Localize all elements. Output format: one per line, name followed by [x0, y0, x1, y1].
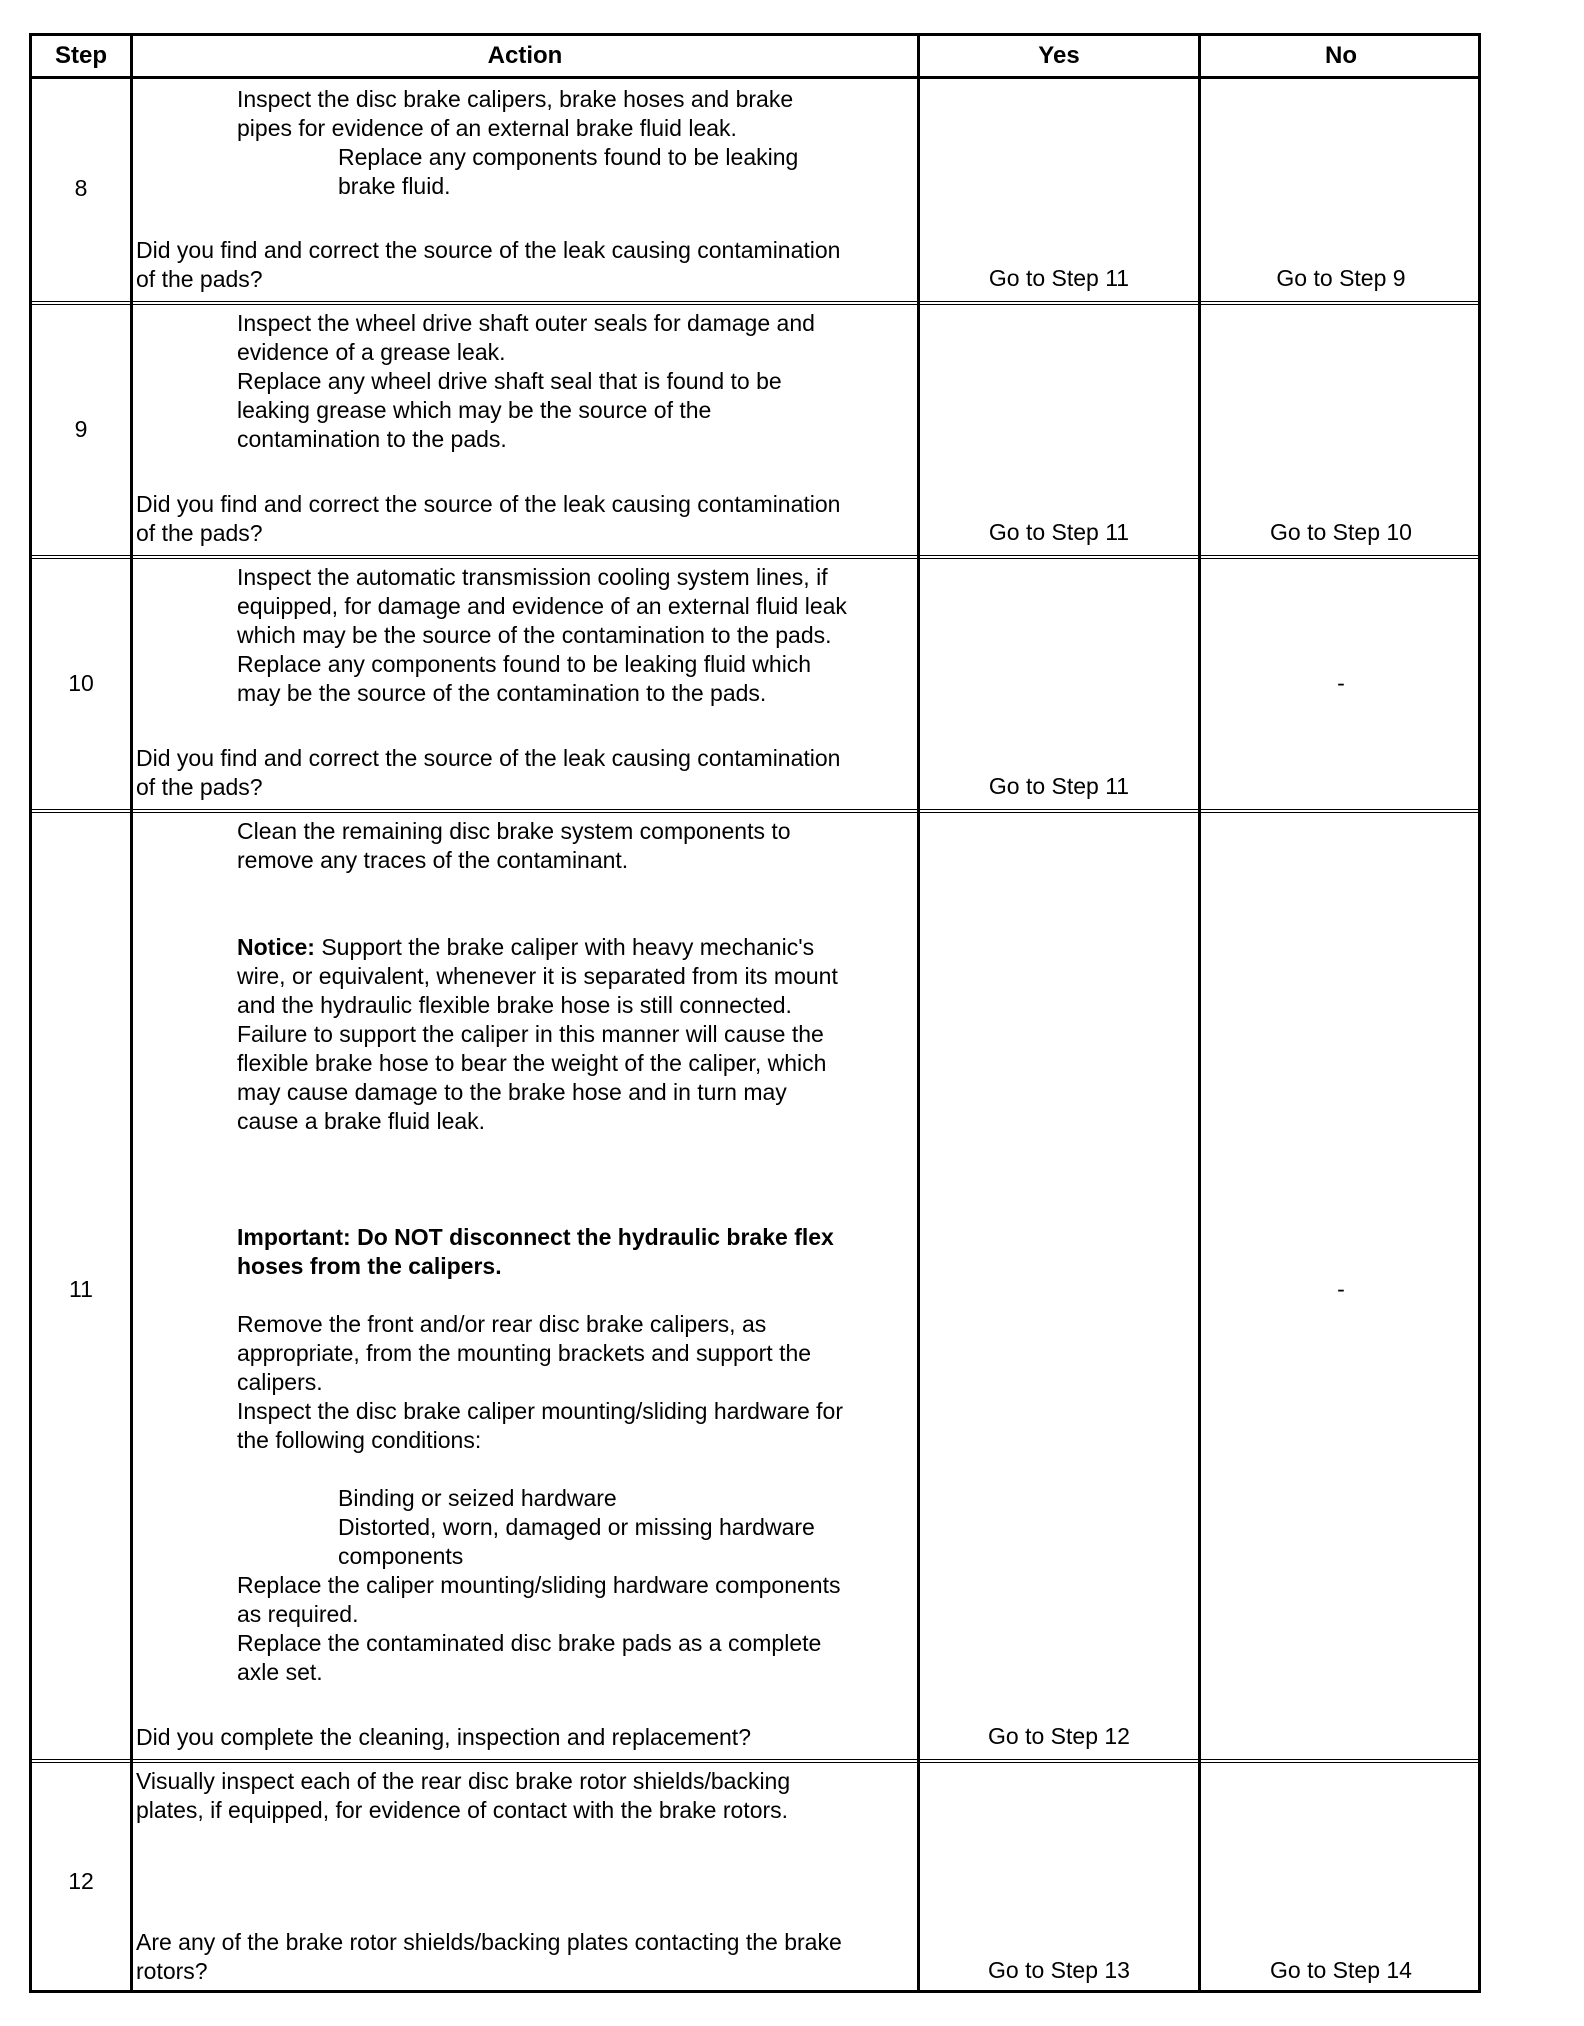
- action-question: Did you find and correct the source of the leak causing contamination of the pads?: [136, 491, 841, 546]
- header-action: Action: [487, 42, 563, 69]
- column-divider: [917, 36, 920, 1990]
- notice-label: Notice:: [237, 934, 315, 960]
- row-divider: [32, 809, 1478, 813]
- step-number: 9: [74, 416, 88, 442]
- action-text: Remove the front and/or rear disc brake calipers, as appropriate, from the mounting brackets and support the calipers. Inspect the disc brake caliper mounting/sliding hardware for the following conditions:: [237, 1311, 843, 1453]
- row-divider: [32, 1759, 1478, 1763]
- row-divider: [32, 301, 1478, 305]
- yes-answer: Go to Step 11: [988, 519, 1130, 545]
- notice-text: [237, 933, 913, 1136]
- step-number: 12: [68, 1868, 94, 1894]
- important-text: Important: Do NOT disconnect the hydraulic brake flex hoses from the calipers.: [237, 1224, 834, 1279]
- column-divider: [1198, 36, 1201, 1990]
- action-text: Inspect the wheel drive shaft outer seals for damage and evidence of a grease leak. Replace any wheel drive shaft seal that is found to be leaking grease which may be the source of the contamination to the pads.: [237, 310, 815, 452]
- yes-answer: Go to Step 12: [988, 1723, 1130, 1749]
- action-question: Are any of the brake rotor shields/backing plates contacting the brake rotors?: [136, 1929, 842, 1984]
- no-answer: Go to Step 14: [1270, 1957, 1412, 1983]
- row-divider: [32, 555, 1478, 559]
- action-text: Clean the remaining disc brake system components to remove any traces of the contaminant.: [237, 818, 791, 873]
- action-text: Inspect the automatic transmission cooling system lines, if equipped, for damage and evidence of an external fluid leak which may be the source of the contamination to the pads. Replace any components found to be leaking fluid which may be the source of the contamination to the pads.: [237, 564, 847, 706]
- action-text: Visually inspect each of the rear disc brake rotor shields/backing plates, if equipped, for evidence of contact with the brake rotors.: [136, 1768, 791, 1823]
- yes-answer: Go to Step 11: [988, 265, 1130, 291]
- action-text: Replace any components found to be leaking brake fluid.: [338, 144, 799, 199]
- no-answer: -: [1337, 1276, 1345, 1302]
- step-number: 10: [68, 670, 94, 696]
- step-number: 8: [74, 175, 88, 201]
- step-number: 11: [69, 1276, 93, 1302]
- action-text: Replace the caliper mounting/sliding hardware components as required. Replace the contaminated disc brake pads as a complete axle set.: [237, 1572, 841, 1685]
- notice-body: Support the brake caliper with heavy mechanic's wire, or equivalent, whenever it is separated from its mount and the hydraulic flexible brake hose is still connected. Failure to support the caliper in this manner will cause the flexible brake hose to bear the weight of the caliper, which may cause damage to the brake hose and in turn may cause a brake fluid leak.: [237, 934, 838, 1134]
- yes-answer: Go to Step 11: [988, 773, 1130, 799]
- header-step: Step: [54, 42, 107, 69]
- condition-list: Binding or seized hardware Distorted, worn, damaged or missing hardware components: [338, 1485, 815, 1569]
- action-question: Did you complete the cleaning, inspection and replacement?: [136, 1724, 751, 1750]
- no-answer: Go to Step 10: [1270, 519, 1412, 545]
- diagnostic-table: [29, 33, 1481, 1993]
- column-divider: [130, 36, 133, 1990]
- action-question: Did you find and correct the source of the leak causing contamination of the pads?: [136, 745, 841, 800]
- no-answer: -: [1337, 670, 1345, 696]
- row-divider: [32, 76, 1478, 79]
- action-question: Did you find and correct the source of the leak causing contamination of the pads?: [136, 237, 841, 292]
- action-text: Inspect the disc brake calipers, brake hoses and brake pipes for evidence of an external brake fluid leak.: [237, 86, 794, 141]
- yes-answer: Go to Step 13: [988, 1957, 1130, 1983]
- no-answer: Go to Step 9: [1276, 265, 1406, 291]
- header-no: No: [1325, 42, 1357, 69]
- header-yes: Yes: [1038, 42, 1080, 69]
